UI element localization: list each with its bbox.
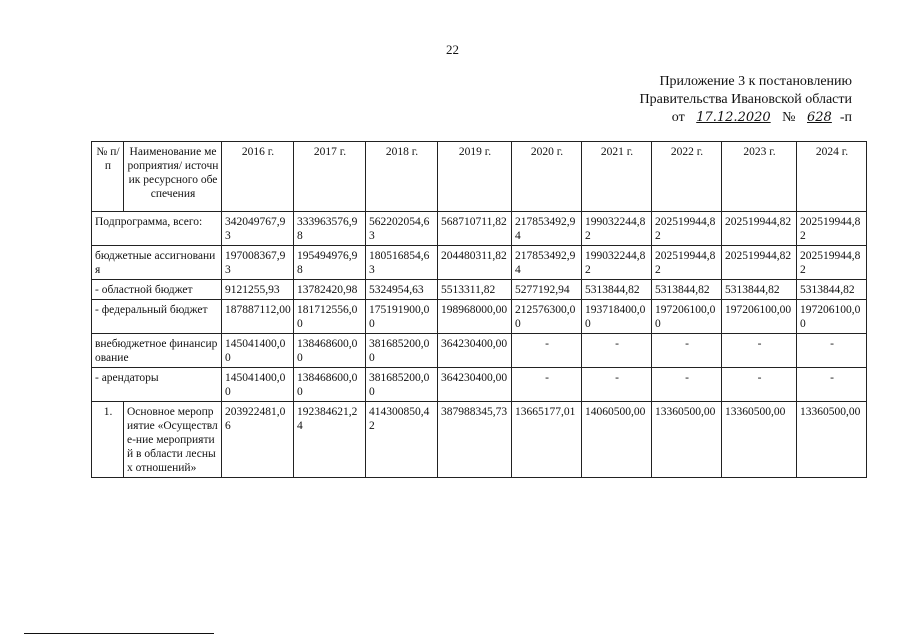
table-cell: 198968000,00 xyxy=(438,300,512,334)
table-cell: 562202054,63 xyxy=(366,212,438,246)
table-row xyxy=(92,280,867,300)
table-cell: 197008367,93 xyxy=(222,246,294,280)
table-row xyxy=(92,334,867,368)
row-label: - федеральный бюджет xyxy=(92,300,222,334)
row-label: - арендаторы xyxy=(92,368,222,402)
table-cell: - xyxy=(652,334,722,368)
table-cell: - xyxy=(722,334,797,368)
item-number: 1. xyxy=(92,402,124,478)
column-header: 2018 г. xyxy=(366,142,438,212)
column-header: 2024 г. xyxy=(797,142,867,212)
table-header-row xyxy=(92,142,867,212)
table-cell: - xyxy=(722,368,797,402)
table-cell: 5513311,82 xyxy=(438,280,512,300)
table-cell: 195494976,98 xyxy=(294,246,366,280)
table-cell: 202519944,82 xyxy=(797,246,867,280)
table-cell: 13782420,98 xyxy=(294,280,366,300)
table-cell: 381685200,00 xyxy=(366,334,438,368)
table-cell: 197206100,00 xyxy=(722,300,797,334)
row-label: внебюджетное финансирование xyxy=(92,334,222,368)
page-number: 22 xyxy=(446,42,459,57)
handwritten-number: 628 xyxy=(807,110,832,125)
table-cell: 13360500,00 xyxy=(722,402,797,478)
table-cell: 364230400,00 xyxy=(438,334,512,368)
table-row xyxy=(92,212,867,246)
table-row xyxy=(92,368,867,402)
column-header: 2020 г. xyxy=(512,142,582,212)
table-cell: - xyxy=(797,368,867,402)
table-cell: 5313844,82 xyxy=(797,280,867,300)
table-cell: 192384621,24 xyxy=(294,402,366,478)
table-cell: 197206100,00 xyxy=(652,300,722,334)
table-row xyxy=(92,402,867,478)
footnote-divider xyxy=(24,633,214,634)
table-cell: 333963576,98 xyxy=(294,212,366,246)
table-cell: 5324954,63 xyxy=(366,280,438,300)
table-cell: 138468600,00 xyxy=(294,334,366,368)
table-cell: - xyxy=(582,334,652,368)
table-cell: 342049767,93 xyxy=(222,212,294,246)
table-cell: 202519944,82 xyxy=(652,246,722,280)
table-cell: 13360500,00 xyxy=(797,402,867,478)
table-cell: 145041400,00 xyxy=(222,334,294,368)
table-cell: 145041400,00 xyxy=(222,368,294,402)
header-line-2: Правительства Ивановской области xyxy=(639,92,852,107)
table-cell: - xyxy=(512,334,582,368)
number-label: № xyxy=(782,110,796,125)
table-cell: 175191900,00 xyxy=(366,300,438,334)
table-cell: 13665177,01 xyxy=(512,402,582,478)
table-cell: 138468600,00 xyxy=(294,368,366,402)
table-cell: 193718400,00 xyxy=(582,300,652,334)
ot-label: от xyxy=(671,110,685,125)
column-header: № п/п xyxy=(92,142,124,212)
table-cell: 387988345,73 xyxy=(438,402,512,478)
table-cell: - xyxy=(797,334,867,368)
table-cell: 212576300,00 xyxy=(512,300,582,334)
column-header: Наименование мероприятия/ источник ресурсного обеспечения xyxy=(124,142,222,212)
table-row xyxy=(92,300,867,334)
document-header xyxy=(640,73,852,127)
table-cell: 197206100,00 xyxy=(797,300,867,334)
table-cell: 5277192,94 xyxy=(512,280,582,300)
table-cell: 414300850,42 xyxy=(366,402,438,478)
table-cell: 202519944,82 xyxy=(722,246,797,280)
table-cell: - xyxy=(582,368,652,402)
row-label: - областной бюджет xyxy=(92,280,222,300)
table-cell: 202519944,82 xyxy=(797,212,867,246)
number-suffix: -п xyxy=(839,110,852,125)
item-name: Основное мероприятие «Осуществле-ние мероприятий в области лесных отношений» xyxy=(124,402,222,478)
column-header: 2019 г. xyxy=(438,142,512,212)
table-cell: 13360500,00 xyxy=(652,402,722,478)
row-label: бюджетные ассигнования xyxy=(92,246,222,280)
table-cell: 5313844,82 xyxy=(582,280,652,300)
table-cell: 199032244,82 xyxy=(582,212,652,246)
table-cell: 202519944,82 xyxy=(722,212,797,246)
table-cell: 217853492,94 xyxy=(512,212,582,246)
header-line-1: Приложение 3 к постановлению xyxy=(659,74,852,89)
table-cell: 203922481,06 xyxy=(222,402,294,478)
table-cell: 568710711,82 xyxy=(438,212,512,246)
header-line-3 xyxy=(640,109,852,127)
table-cell: 381685200,00 xyxy=(366,368,438,402)
table-cell: 9121255,93 xyxy=(222,280,294,300)
table-cell: 5313844,82 xyxy=(652,280,722,300)
table-cell: 217853492,94 xyxy=(512,246,582,280)
row-label: Подпрограмма, всего: xyxy=(92,212,222,246)
table-cell: 14060500,00 xyxy=(582,402,652,478)
table-cell: 5313844,82 xyxy=(722,280,797,300)
table-row xyxy=(92,246,867,280)
table-cell: 187887112,00 xyxy=(222,300,294,334)
column-header: 2022 г. xyxy=(652,142,722,212)
table-cell: 199032244,82 xyxy=(582,246,652,280)
table-cell: 181712556,00 xyxy=(294,300,366,334)
funding-table xyxy=(91,141,867,478)
column-header: 2016 г. xyxy=(222,142,294,212)
table-cell: 202519944,82 xyxy=(652,212,722,246)
table-cell: - xyxy=(512,368,582,402)
table-cell: 204480311,82 xyxy=(438,246,512,280)
column-header: 2023 г. xyxy=(722,142,797,212)
table-cell: - xyxy=(652,368,722,402)
table-cell: 364230400,00 xyxy=(438,368,512,402)
table-cell: 180516854,63 xyxy=(366,246,438,280)
handwritten-date: 17.12.2020 xyxy=(696,110,771,125)
column-header: 2021 г. xyxy=(582,142,652,212)
column-header: 2017 г. xyxy=(294,142,366,212)
